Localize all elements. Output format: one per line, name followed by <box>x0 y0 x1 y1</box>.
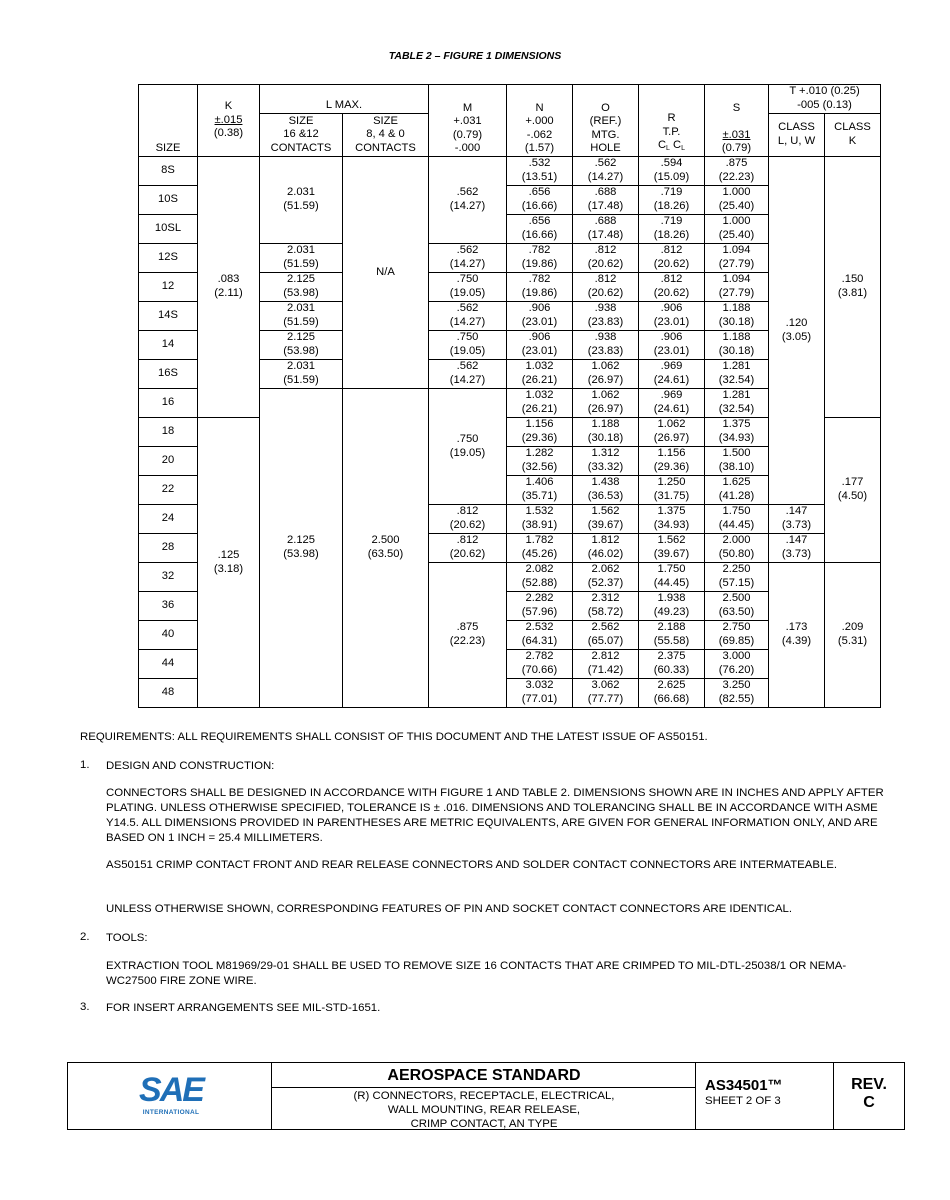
n-cell: 1.282 (32.56) <box>507 447 573 476</box>
s-cell: 1.750 (44.45) <box>705 505 769 534</box>
sae-logo-mark: SAE <box>139 1071 203 1109</box>
header-size: SIZE <box>139 85 198 157</box>
n-cell: .906 (23.01) <box>507 331 573 360</box>
o-cell: 3.062 (77.77) <box>573 679 639 708</box>
table-title: TABLE 2 – FIGURE 1 DIMENSIONS <box>388 50 562 62</box>
o-cell: 1.062 (26.97) <box>573 389 639 418</box>
l16-cell: 2.031 (51.59) <box>260 244 343 273</box>
n-cell: .906 (23.01) <box>507 302 573 331</box>
o-cell: 1.562 (39.67) <box>573 505 639 534</box>
paragraph: AS50151 CRIMP CONTACT FRONT AND REAR RELEASE CONNECTORS AND SOLDER CONTACT CONNECTORS ARE INTERMATEABLE. <box>106 859 838 871</box>
r-cell: .969 (24.61) <box>639 389 705 418</box>
s-cell: 1.000 (25.40) <box>705 215 769 244</box>
header-lmax: L MAX. <box>260 85 429 114</box>
row-size: 18 <box>139 418 198 447</box>
header-t-class2: CLASS K <box>825 114 881 157</box>
l16-cell: 2.031 (51.59) <box>260 157 343 244</box>
s-cell: 1.188 (30.18) <box>705 331 769 360</box>
row-size: 20 <box>139 447 198 476</box>
row-size: 48 <box>139 679 198 708</box>
row-size: 10SL <box>139 215 198 244</box>
header-n: N +.000 -.062 (1.57) <box>507 85 573 157</box>
t2-cell: .209 (5.31) <box>825 563 881 708</box>
s-cell: 1.281 (32.54) <box>705 360 769 389</box>
m-cell: .562 (14.27) <box>429 302 507 331</box>
k-cell: .083 (2.11) <box>198 157 260 418</box>
header-t: T +.010 (0.25) -005 (0.13) <box>769 85 881 114</box>
o-cell: 2.812 (71.42) <box>573 650 639 679</box>
o-cell: 1.812 (46.02) <box>573 534 639 563</box>
n-cell: 1.532 (38.91) <box>507 505 573 534</box>
r-cell: 1.375 (34.93) <box>639 505 705 534</box>
m-cell: .562 (14.27) <box>429 244 507 273</box>
row-size: 10S <box>139 186 198 215</box>
row-size: 32 <box>139 563 198 592</box>
section-title: TOOLS: <box>106 932 148 944</box>
s-cell: 1.094 (27.79) <box>705 273 769 302</box>
row-size: 8S <box>139 157 198 186</box>
paragraph: EXTRACTION TOOL M81969/29-01 SHALL BE USED TO REMOVE SIZE 16 CONTACTS THAT ARE CRIMPED TO MIL-DTL-25038/1 OR NEMA-WC27500 FIRE ZONE WIRE. <box>106 960 847 987</box>
row-size: 40 <box>139 621 198 650</box>
n-cell: .782 (19.86) <box>507 244 573 273</box>
r-cell: 1.156 (29.36) <box>639 447 705 476</box>
s-cell: 1.188 (30.18) <box>705 302 769 331</box>
o-cell: 1.062 (26.97) <box>573 360 639 389</box>
r-cell: 1.938 (49.23) <box>639 592 705 621</box>
s-cell: 2.000 (50.80) <box>705 534 769 563</box>
r-cell: 1.562 (39.67) <box>639 534 705 563</box>
r-cell: .719 (18.26) <box>639 215 705 244</box>
m-cell: .812 (20.62) <box>429 534 507 563</box>
s-cell: 1.000 (25.40) <box>705 186 769 215</box>
l16-cell: 2.031 (51.59) <box>260 360 343 389</box>
r-cell: .969 (24.61) <box>639 360 705 389</box>
dimensions-table <box>138 84 881 708</box>
n-cell: .782 (19.86) <box>507 273 573 302</box>
s-cell: 3.250 (82.55) <box>705 679 769 708</box>
s-cell: 2.750 (69.85) <box>705 621 769 650</box>
s-cell: 1.500 (38.10) <box>705 447 769 476</box>
n-cell: .532 (13.51) <box>507 157 573 186</box>
row-size: 22 <box>139 476 198 505</box>
r-cell: .906 (23.01) <box>639 302 705 331</box>
m-cell: .812 (20.62) <box>429 505 507 534</box>
document-description: (R) CONNECTORS, RECEPTACLE, ELECTRICAL, WALL MOUNTING, REAR RELEASE, CRIMP CONTACT, AN TYPE <box>353 1090 615 1130</box>
paragraph: UNLESS OTHERWISE SHOWN, CORRESPONDING FEATURES OF PIN AND SOCKET CONTACT CONNECTORS ARE IDENTICAL. <box>106 903 793 915</box>
n-cell: .656 (16.66) <box>507 215 573 244</box>
row-size: 28 <box>139 534 198 563</box>
row-size: 24 <box>139 505 198 534</box>
l8-cell: 2.500 (63.50) <box>343 389 429 708</box>
header-r: R T.P. $C_L$ $C_L$ <box>639 85 705 157</box>
row-size: 44 <box>139 650 198 679</box>
row-size: 12S <box>139 244 198 273</box>
r-cell: 1.750 (44.45) <box>639 563 705 592</box>
t1-cell: .173 (4.39) <box>769 563 825 708</box>
row-size: 14S <box>139 302 198 331</box>
m-cell: .562 (14.27) <box>429 157 507 244</box>
n-cell: 1.156 (29.36) <box>507 418 573 447</box>
row-size: 36 <box>139 592 198 621</box>
o-cell: 2.062 (52.37) <box>573 563 639 592</box>
s-cell: 1.281 (32.54) <box>705 389 769 418</box>
n-cell: 2.082 (52.88) <box>507 563 573 592</box>
doc-number-cell <box>695 1063 834 1129</box>
row-size: 12 <box>139 273 198 302</box>
o-cell: .938 (23.83) <box>573 331 639 360</box>
o-cell: .812 (20.62) <box>573 273 639 302</box>
s-cell: 1.625 (41.28) <box>705 476 769 505</box>
header-l8: SIZE 8, 4 & 0 CONTACTS <box>343 114 429 157</box>
o-cell: .688 (17.48) <box>573 215 639 244</box>
r-cell: .594 (15.09) <box>639 157 705 186</box>
o-cell: 1.438 (36.53) <box>573 476 639 505</box>
t2-cell: .150 (3.81) <box>825 157 881 418</box>
l8-cell: N/A <box>343 157 429 389</box>
m-cell: .562 (14.27) <box>429 360 507 389</box>
r-cell: .906 (23.01) <box>639 331 705 360</box>
o-cell: .812 (20.62) <box>573 244 639 273</box>
r-cell: .719 (18.26) <box>639 186 705 215</box>
sheet-number: SHEET 2 OF 3 <box>705 1095 781 1107</box>
row-size: 14 <box>139 331 198 360</box>
r-cell: .812 (20.62) <box>639 244 705 273</box>
l16-cell: 2.125 (53.98) <box>260 331 343 360</box>
t1-cell: .120 (3.05) <box>769 157 825 505</box>
header-k: K ±.015 (0.38) <box>198 85 260 157</box>
s-cell: 2.250 (57.15) <box>705 563 769 592</box>
l16-cell: 2.125 (53.98) <box>260 273 343 302</box>
m-cell: .750 (19.05) <box>429 273 507 302</box>
r-cell: 2.625 (66.68) <box>639 679 705 708</box>
header-l16: SIZE 16 &12 CONTACTS <box>260 114 343 157</box>
o-cell: .688 (17.48) <box>573 186 639 215</box>
n-cell: 1.782 (45.26) <box>507 534 573 563</box>
r-cell: 1.250 (31.75) <box>639 476 705 505</box>
n-cell: .656 (16.66) <box>507 186 573 215</box>
n-cell: 2.532 (64.31) <box>507 621 573 650</box>
header-o: O (REF.) MTG. HOLE <box>573 85 639 157</box>
header-s: S ±.031 (0.79) <box>705 85 769 157</box>
o-cell: 2.562 (65.07) <box>573 621 639 650</box>
revision-label: REV. <box>851 1076 887 1093</box>
paragraph: FOR INSERT ARRANGEMENTS SEE MIL-STD-1651. <box>106 1002 381 1014</box>
m-cell: .875 (22.23) <box>429 563 507 708</box>
n-cell: 1.032 (26.21) <box>507 389 573 418</box>
title-block <box>67 1062 905 1130</box>
n-cell: 1.032 (26.21) <box>507 360 573 389</box>
o-cell: 1.188 (30.18) <box>573 418 639 447</box>
revision-cell <box>833 1063 904 1129</box>
t1-cell: .147 (3.73) <box>769 505 825 534</box>
revision-value: C <box>863 1094 875 1111</box>
section-title: DESIGN AND CONSTRUCTION: <box>106 760 275 772</box>
o-cell: 2.312 (58.72) <box>573 592 639 621</box>
s-cell: 3.000 (76.20) <box>705 650 769 679</box>
s-cell: 1.094 (27.79) <box>705 244 769 273</box>
r-cell: 2.375 (60.33) <box>639 650 705 679</box>
r-cell: 1.062 (26.97) <box>639 418 705 447</box>
n-cell: 1.406 (35.71) <box>507 476 573 505</box>
r-cell: .812 (20.62) <box>639 273 705 302</box>
n-cell: 3.032 (77.01) <box>507 679 573 708</box>
s-cell: 2.500 (63.50) <box>705 592 769 621</box>
section-number: 1. <box>80 759 90 771</box>
section-number: 2. <box>80 931 90 943</box>
k-cell: .125 (3.18) <box>198 418 260 708</box>
t2-cell: .177 (4.50) <box>825 418 881 563</box>
header-m: M +.031 (0.79) -.000 <box>429 85 507 157</box>
header-t-class1: CLASS L, U, W <box>769 114 825 157</box>
row-size: 16S <box>139 360 198 389</box>
standard-title: AEROSPACE STANDARD <box>272 1065 696 1088</box>
m-cell: .750 (19.05) <box>429 389 507 505</box>
o-cell: 1.312 (33.32) <box>573 447 639 476</box>
n-cell: 2.282 (57.96) <box>507 592 573 621</box>
row-size: 16 <box>139 389 198 418</box>
n-cell: 2.782 (70.66) <box>507 650 573 679</box>
s-cell: .875 (22.23) <box>705 157 769 186</box>
sae-logo-subtitle: INTERNATIONAL <box>142 1109 200 1116</box>
o-cell: .938 (23.83) <box>573 302 639 331</box>
title-cell <box>271 1063 696 1129</box>
sae-logo <box>138 1073 204 1119</box>
s-cell: 1.375 (34.93) <box>705 418 769 447</box>
l16-cell: 2.125 (53.98) <box>260 389 343 708</box>
r-cell: 2.188 (55.58) <box>639 621 705 650</box>
section-number: 3. <box>80 1001 90 1013</box>
o-cell: .562 (14.27) <box>573 157 639 186</box>
paragraph: CONNECTORS SHALL BE DESIGNED IN ACCORDANCE WITH FIGURE 1 AND TABLE 2. DIMENSIONS SHOWN ARE IN INCHES AND APPLY AFTER PLATING. UNLESS OTHERWISE SPECIFIED, TOLERANCE IS ± .016. DIMENSIONS AND TOLERANCING SHALL BE IN ACCORDANCE WITH ASME Y14.5. ALL DIMENSIONS PROVIDED IN PARENTHESES ARE METRIC EQUIVALENTS, ARE GIVEN FOR GENERAL INFORMATION ONLY, AND ARE BASED ON 1 INCH = 25.4 MILLIMETERS. <box>106 787 884 844</box>
t1-cell: .147 (3.73) <box>769 534 825 563</box>
requirements-text: REQUIREMENTS: ALL REQUIREMENTS SHALL CONSIST OF THIS DOCUMENT AND THE LATEST ISSUE OF AS50151. <box>80 731 708 743</box>
l16-cell: 2.031 (51.59) <box>260 302 343 331</box>
document-number: AS34501™ <box>705 1077 783 1094</box>
m-cell: .750 (19.05) <box>429 331 507 360</box>
